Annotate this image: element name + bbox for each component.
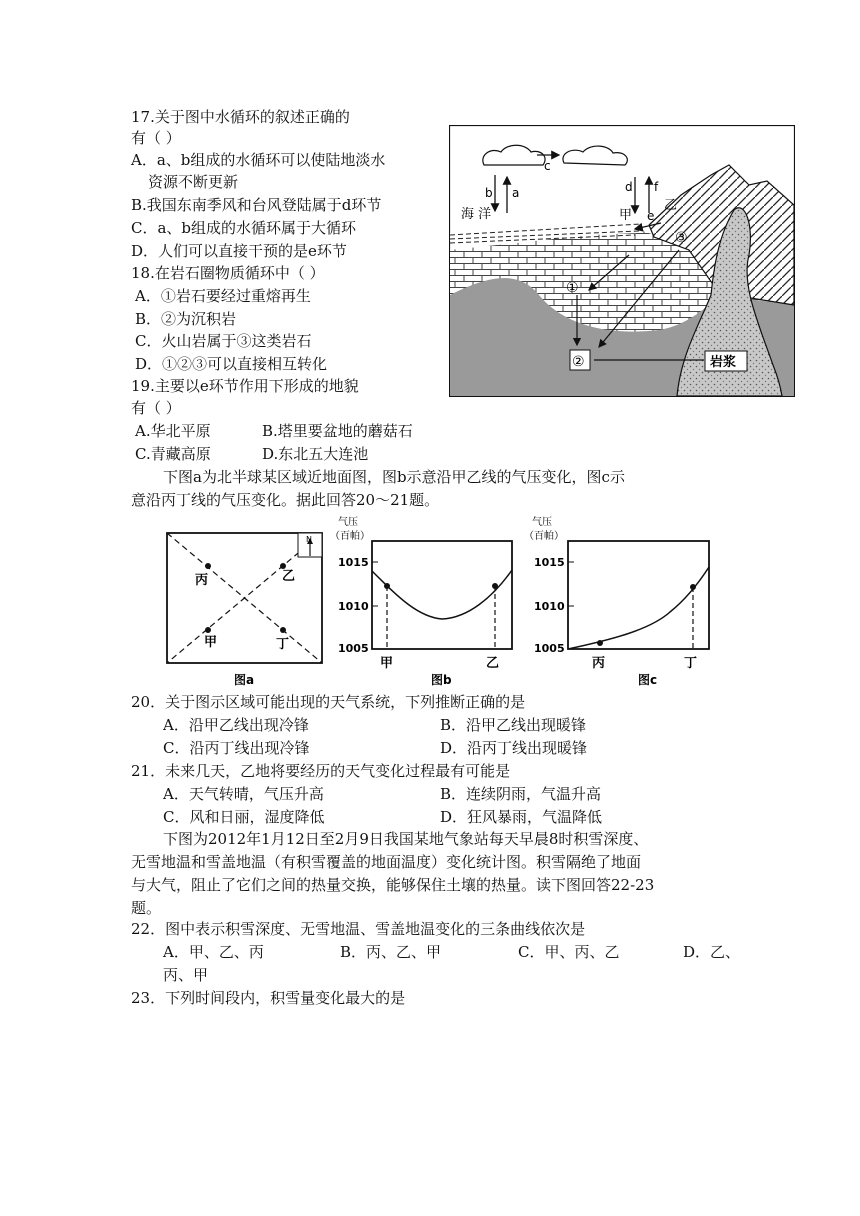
figure-b-ylabel-2: （百帕） (330, 531, 370, 542)
label-yi: 乙 (282, 569, 296, 584)
label-bing: 丙 (195, 573, 209, 588)
q22-option-d: D．乙、 (683, 943, 741, 961)
q18-option-c: C．火山岩属于③这类岩石 (135, 332, 312, 350)
intro22-line4: 题。 (131, 899, 162, 917)
figure-c-x-ding: 丁 (684, 656, 698, 671)
label-magma: 岩浆 (710, 355, 737, 370)
label-c: c (544, 159, 551, 173)
figure-b-ylabel-1: 气压 (338, 517, 358, 528)
q21-option-b: B．连续阴雨，气温升高 (440, 785, 602, 803)
label-rock-2: ② (572, 354, 585, 370)
label-f: f (654, 180, 659, 194)
q21-option-a: A．天气转晴，气压升高 (163, 785, 324, 803)
q23-stem: 23．下列时间段内，积雪量变化最大的是 (131, 989, 406, 1007)
figure-c-tick-1010: 1010 (534, 600, 565, 613)
label-e: e (647, 209, 655, 223)
label-jia: 甲 (619, 208, 633, 223)
label-rock-3: ③ (675, 230, 688, 246)
figure-a-map (160, 526, 328, 688)
water-rock-cycle-figure (449, 125, 795, 397)
q22-option-d-cont: 丙、甲 (163, 966, 209, 984)
label-ocean: 海 洋 (461, 207, 492, 222)
q20-option-d: D．沿丙丁线出现暖锋 (440, 739, 588, 757)
q19-option-c: C.青藏高原 (135, 445, 211, 463)
q17-option-a-cont: 资源不断更新 (148, 173, 239, 191)
q18-option-b: B．②为沉积岩 (135, 310, 237, 328)
label-b: b (485, 186, 493, 200)
figure-b-x-yi: 乙 (486, 656, 500, 671)
q17-option-b: B.我国东南季风和台风登陆属于d环节 (131, 196, 382, 214)
q19-stem-line1: 19.主要以e环节作用下形成的地貌 (131, 377, 359, 395)
north-arrow-label: N (306, 535, 312, 544)
figure-c-caption: 图c (638, 673, 658, 687)
figure-b-tick-1015: 1015 (338, 556, 369, 569)
q22-stem: 22．图中表示积雪深度、无雪地温、雪盖地温变化的三条曲线依次是 (131, 920, 586, 938)
figure-b-x-jia: 甲 (380, 656, 394, 671)
label-rock-1: ① (566, 280, 579, 296)
intro20-line1: 下图a为北半球某区域近地面图，图b示意沿甲乙线的气压变化，图c示 (163, 468, 625, 486)
q17-stem-line2: 有（ ） (131, 129, 181, 147)
figure-b-tick-1010: 1010 (338, 600, 369, 613)
q21-option-d: D．狂风暴雨，气温降低 (440, 808, 603, 826)
q21-option-c: C．风和日丽，湿度降低 (163, 808, 325, 826)
figure-b-chart (328, 512, 520, 690)
q21-stem: 21．未来几天，乙地将要经历的天气变化过程最有可能是 (131, 762, 511, 780)
intro22-line1: 下图为2012年1月12日至2月9日我国某地气象站每天早晨8时积雪深度、 (163, 830, 649, 848)
label-a: a (512, 186, 520, 200)
q22-option-b: B．丙、乙、甲 (340, 943, 442, 961)
figure-b-caption: 图b (431, 673, 452, 687)
q19-option-a: A.华北平原 (135, 422, 211, 440)
q17-option-a: A．a、b组成的水循环可以使陆地淡水 (131, 151, 386, 169)
figure-c-x-bing: 丙 (592, 656, 606, 671)
figure-a-caption: 图a (234, 673, 255, 687)
q18-stem: 18.在岩石圈物质循环中（ ） (131, 264, 325, 282)
figure-c-chart (520, 512, 718, 690)
label-yi: 乙 (664, 198, 678, 213)
figure-c-tick-1015: 1015 (534, 556, 565, 569)
q19-stem-line2: 有（ ） (131, 399, 181, 417)
intro22-line3: 与大气，阻止了它们之间的热量交换，能够保住土壤的热量。读下图回答22-23 (131, 876, 655, 894)
q20-option-c: C．沿丙丁线出现冷锋 (163, 739, 310, 757)
q17-stem-line1: 17.关于图中水循环的叙述正确的 (131, 108, 350, 126)
q20-option-b: B．沿甲乙线出现暖锋 (440, 716, 587, 734)
q22-option-c: C．甲、丙、乙 (518, 943, 620, 961)
figure-b-tick-1005: 1005 (338, 642, 369, 655)
intro20-line2: 意沿丙丁线的气压变化。据此回答20～21题。 (131, 491, 440, 509)
q17-option-c: C．a、b组成的水循环属于大循环 (131, 219, 357, 237)
q18-option-a: A．①岩石要经过重熔再生 (135, 287, 311, 305)
figure-c-ylabel-2: （百帕） (524, 531, 564, 542)
label-jia: 甲 (204, 635, 218, 650)
q18-option-d: D．①②③可以直接相互转化 (135, 355, 328, 373)
q20-stem: 20．关于图示区域可能出现的天气系统，下列推断正确的是 (131, 693, 526, 711)
q17-option-d: D．人们可以直接干预的是e环节 (131, 242, 347, 260)
q22-option-a: A．甲、乙、丙 (163, 943, 264, 961)
q19-option-d: D.东北五大连池 (262, 445, 369, 463)
q19-option-b: B.塔里要盆地的蘑菇石 (262, 422, 413, 440)
label-d: d (625, 180, 633, 194)
intro22-line2: 无雪地温和雪盖地温（有积雪覆盖的地面温度）变化统计图。积雪隔绝了地面 (131, 853, 642, 871)
q20-option-a: A．沿甲乙线出现冷锋 (163, 716, 309, 734)
figure-c-ylabel-1: 气压 (532, 517, 552, 528)
label-ding: 丁 (276, 637, 290, 652)
figure-c-tick-1005: 1005 (534, 642, 565, 655)
